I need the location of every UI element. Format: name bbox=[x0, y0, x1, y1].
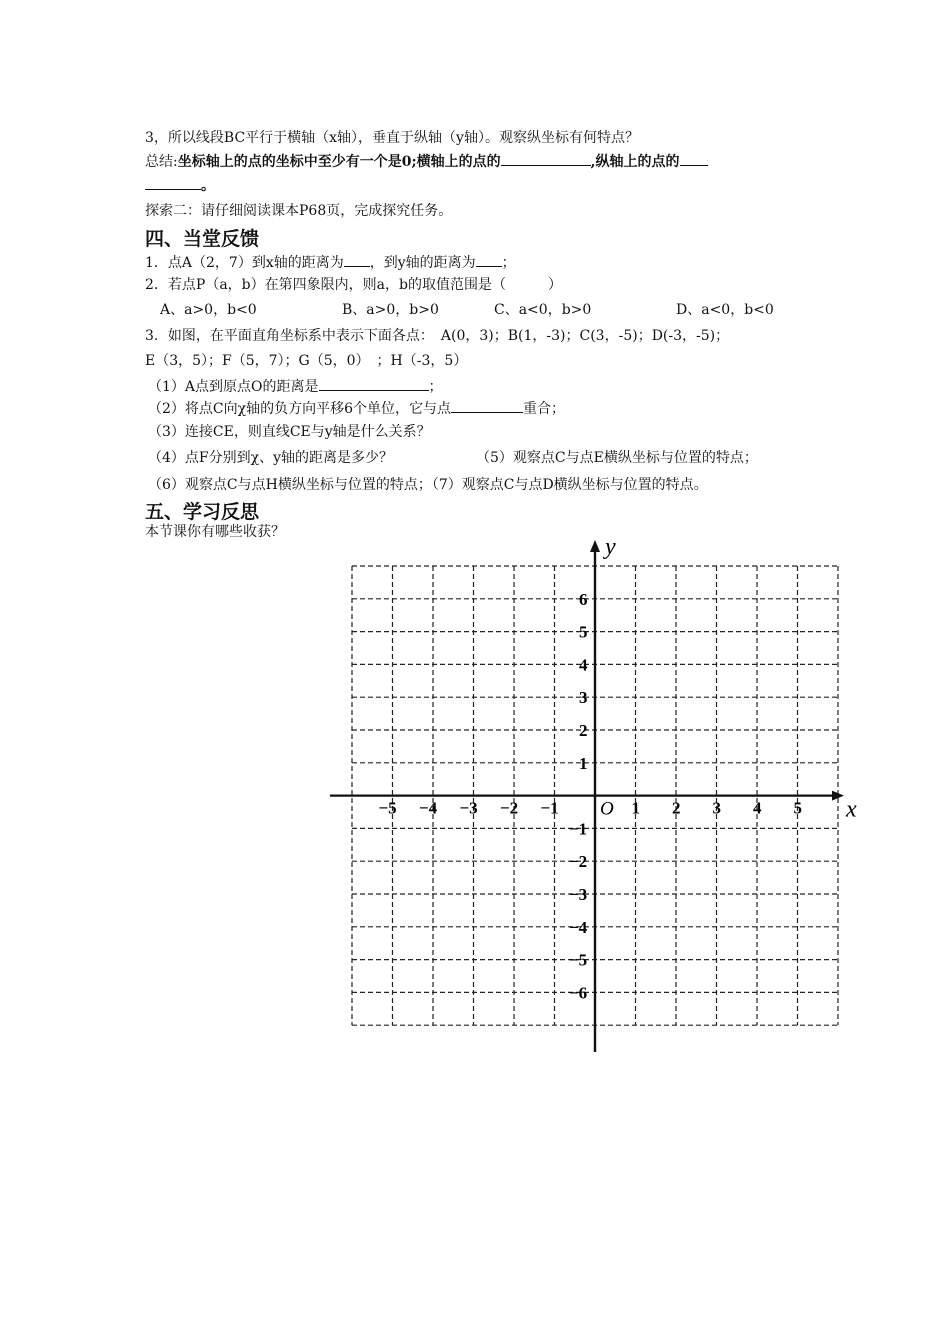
sub-question-7: （7）观察点C与点D横纵坐标与位置的特点。 bbox=[431, 477, 708, 493]
y-tick-label: 4 bbox=[579, 655, 588, 675]
summary-text-a: 坐标轴上的点的坐标中至少有一个是0;横轴上的点的 bbox=[177, 154, 501, 170]
y-tick-label: −1 bbox=[569, 819, 588, 839]
option-c[interactable]: C、a<0，b>0 bbox=[494, 302, 592, 318]
sub1-text: （1）A点到原点O的距离是 bbox=[148, 379, 319, 395]
coordinate-grid bbox=[330, 540, 870, 1060]
x-tick-label: −5 bbox=[378, 798, 397, 818]
sub2-end: 重合； bbox=[523, 401, 566, 417]
sub-question-4-5 bbox=[148, 448, 758, 468]
section-title-feedback: 四、当堂反馈 bbox=[145, 228, 260, 250]
q1-blank-y[interactable] bbox=[476, 252, 502, 267]
option-b[interactable]: B、a>0，b>0 bbox=[342, 302, 439, 318]
x-tick-label: 3 bbox=[712, 798, 721, 818]
y-axis-label: y bbox=[605, 540, 616, 560]
sub2-text: （2）将点C向χ轴的负方向平移6个单位，它与点 bbox=[148, 401, 452, 417]
sub1-blank[interactable] bbox=[319, 376, 429, 391]
sub-question-6: （6）观察点C与点H横纵坐标与位置的特点； bbox=[148, 477, 432, 493]
question-2: 2．若点P（a，b）在第四象限内，则a，b的取值范围是（ ） bbox=[145, 277, 562, 293]
x-axis-label: x bbox=[846, 796, 857, 823]
sub1-end: ； bbox=[428, 379, 443, 395]
summary-prefix: 总结: bbox=[145, 154, 178, 170]
option-d[interactable]: D、a<0，b<0 bbox=[676, 302, 774, 318]
x-tick-label: 1 bbox=[631, 798, 640, 818]
sub-question-6-7 bbox=[148, 475, 708, 495]
x-tick-label: 4 bbox=[753, 798, 762, 818]
summary-line-2 bbox=[145, 175, 215, 196]
x-tick-label: −2 bbox=[500, 798, 519, 818]
reflection-prompt: 本节课你有哪些收获？ bbox=[145, 524, 285, 540]
x-tick-label: −3 bbox=[459, 798, 478, 818]
y-tick-label: −2 bbox=[569, 852, 588, 872]
sub2-blank[interactable] bbox=[451, 398, 523, 413]
y-tick-label: −6 bbox=[569, 983, 588, 1003]
option-a[interactable]: A、a>0，b<0 bbox=[160, 302, 257, 318]
summary-end: 。 bbox=[201, 178, 215, 194]
x-tick-label: −4 bbox=[419, 798, 438, 818]
q1-blank-x[interactable] bbox=[344, 252, 370, 267]
q1-text-c: ； bbox=[501, 255, 516, 271]
x-tick-label: 2 bbox=[672, 798, 681, 818]
x-tick-label: 5 bbox=[793, 798, 802, 818]
q1-text-a: 1．点A（2，7）到x轴的距离为 bbox=[145, 255, 344, 271]
sub-question-1 bbox=[148, 376, 443, 397]
sub-question-4: （4）点F分别到χ、y轴的距离是多少？ bbox=[148, 450, 394, 466]
summary-line bbox=[145, 151, 708, 172]
y-tick-label: 5 bbox=[579, 622, 588, 642]
y-tick-label: 3 bbox=[579, 688, 588, 708]
question-3: 3．如图，在平面直角坐标系中表示下面各点： A(0，3)；B(1，-3)；C(3，-5)；D(-3，-5)； bbox=[145, 328, 730, 344]
question-1 bbox=[145, 252, 516, 273]
summary-blank-2b[interactable] bbox=[145, 175, 201, 190]
y-tick-label: 6 bbox=[579, 589, 588, 609]
origin-label: O bbox=[600, 798, 614, 820]
sub-question-2 bbox=[148, 398, 565, 419]
y-tick-label: −4 bbox=[569, 917, 588, 937]
summary-text-b: ,纵轴上的点的 bbox=[590, 154, 680, 170]
section-title-reflection: 五、学习反思 bbox=[145, 501, 260, 523]
x-tick-label: −1 bbox=[540, 798, 559, 818]
question-2-options bbox=[160, 300, 774, 320]
text-line-bc-parallel: 3，所以线段BC平行于横轴（x轴），垂直于纵轴（y轴）。观察纵坐标有何特点？ bbox=[145, 130, 639, 146]
y-tick-label: 2 bbox=[579, 721, 588, 740]
sub-question-5: （5）观察点C与点E横纵坐标与位置的特点； bbox=[476, 450, 758, 466]
q1-text-b: ，到y轴的距离为 bbox=[369, 255, 476, 271]
y-tick-label: 1 bbox=[579, 753, 588, 773]
y-axis-arrow-icon bbox=[590, 540, 600, 552]
y-tick-label: −3 bbox=[569, 885, 588, 904]
summary-blank-1[interactable] bbox=[501, 151, 591, 166]
y-tick-label: −5 bbox=[569, 950, 588, 970]
summary-blank-2a[interactable] bbox=[680, 151, 708, 166]
question-3-points: E（3，5）；F（5，7）；G（5，0） ；H（-3，5） bbox=[145, 353, 468, 369]
explore-two-line: 探索二：请仔细阅读课本P68页，完成探究任务。 bbox=[145, 203, 453, 219]
sub-question-3: （3）连接CE，则直线CE与y轴是什么关系？ bbox=[148, 424, 431, 440]
